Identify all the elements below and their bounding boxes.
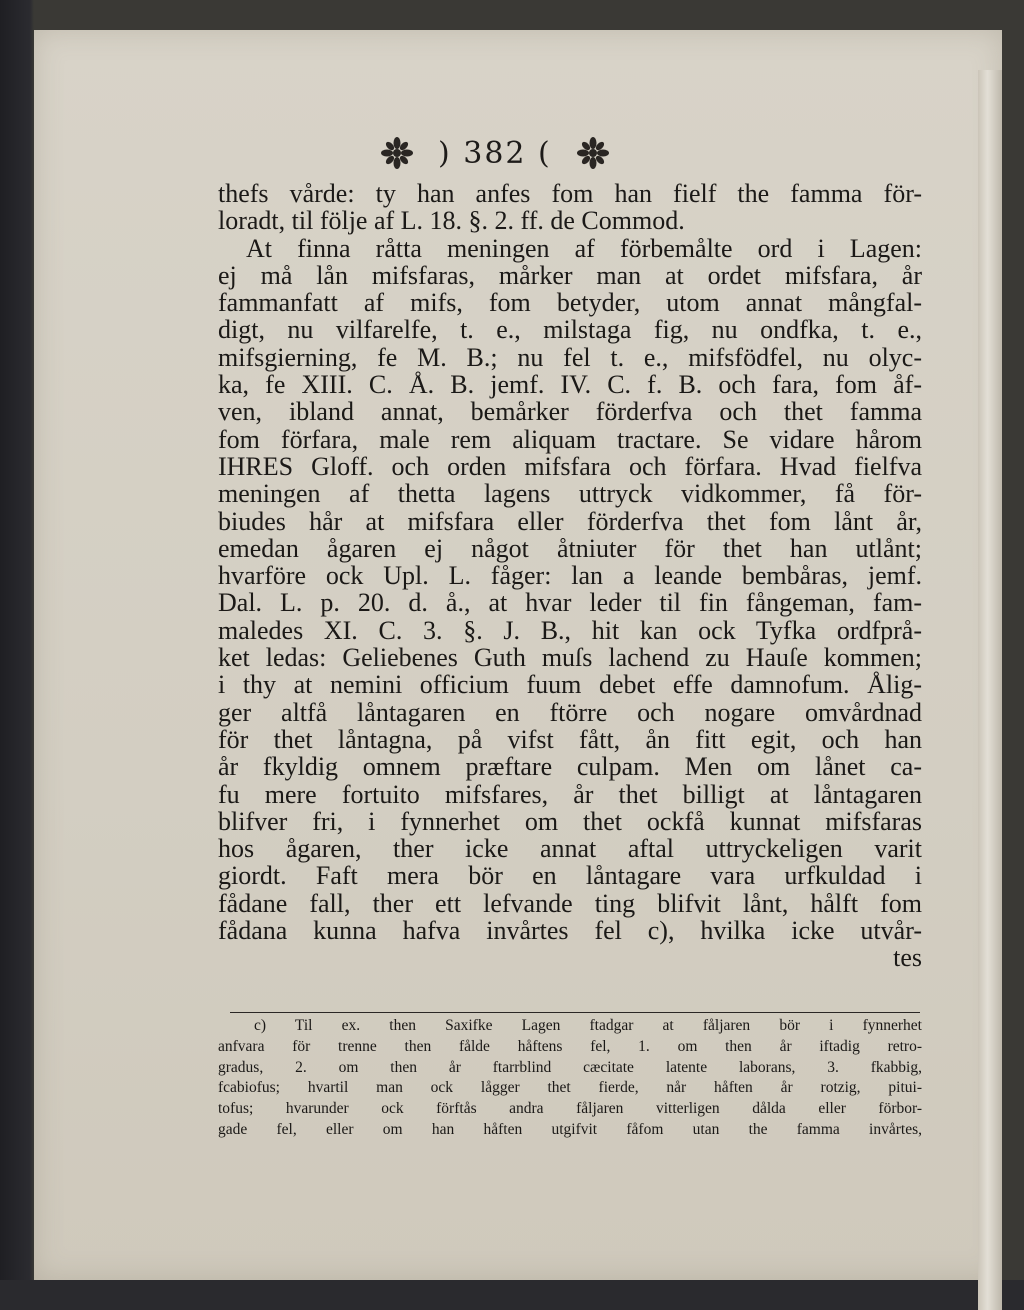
text-line: digt, nu vilfarelfe, t. e., milstaga fig, nu ondfka, t. e., xyxy=(218,315,922,345)
page-header xyxy=(380,128,740,178)
footnote xyxy=(218,1016,922,1141)
text-line: loradt, til följe af L. 18. §. 2. ff. de Commod. xyxy=(218,206,685,236)
text-line: fådane fall, ther ett lefvande ting blifvit lånt, hålft fom xyxy=(218,888,922,918)
footnote-line: gade fel, eller om han håften utgifvit fåfom utan the famma invårtes, xyxy=(218,1120,922,1138)
text-line: fom förfara, male rem aliquam tractare. Se vidare hårom xyxy=(218,424,922,454)
text-line: emedan ågaren ej något åtniuter för thet han utlånt; xyxy=(218,533,922,563)
page-edge xyxy=(978,70,1002,1310)
text-line: giordt. Faft mera bör en låntagare vara urfkuldad i xyxy=(218,861,922,891)
catchword: tes xyxy=(893,943,922,973)
text-line: hos ågaren, ther icke annat aftal uttryckeligen varit xyxy=(218,834,922,864)
footnote-line: anfvara för trenne then fålde håftens fel, 1. om then år iftadig retro- xyxy=(218,1037,922,1055)
text-line: hvarföre ock Upl. L. fåger: lan a leande bembåras, jemf. xyxy=(218,561,922,591)
text-line: ven, ibland annat, bemårker förderfva och thet famma xyxy=(218,397,922,427)
text-line: mifsgierning, fe M. B.; nu fel t. e., mifsfödfel, nu olyc- xyxy=(218,342,922,372)
text-line: fådana kunna hafva invårtes fel c), hvilka icke utvår- xyxy=(218,916,922,946)
footnote-line: gradus, 2. om then år ftarrblind cæcitate latente laborans, 3. fkabbig, xyxy=(218,1058,922,1076)
page-number: ) 382 ( xyxy=(438,135,552,171)
floral-ornament-icon xyxy=(576,136,610,170)
text-line: maledes XI. C. 3. §. J. B., hit kan ock Tyfka ordfprå- xyxy=(218,615,922,645)
text-line: ej må lån mifsfaras, mårker man at ordet mifsfara, år xyxy=(218,260,922,290)
text-line: ka, fe XIII. C. Å. B. jemf. IV. C. f. B. och fara, fom åf- xyxy=(218,370,922,400)
text-line: Dal. L. p. 20. d. å., at hvar leder til fin fångeman, fam- xyxy=(218,588,922,618)
text-line: meningen af thetta lagens uttryck vidkommer, få för- xyxy=(218,479,922,509)
floral-ornament-icon xyxy=(380,136,414,170)
footnote-line: tofus; hvarunder ock förftås andra fåljaren vitterligen dålda eller förbor- xyxy=(218,1100,922,1118)
body-text xyxy=(218,180,922,972)
text-line: At finna råtta meningen af förbemålte ord i Lagen: xyxy=(246,233,922,263)
text-line: i thy at nemini officium fuum debet effe damnofum. Ålig- xyxy=(218,670,922,700)
text-line: fammanfatt af mifs, fom betyder, utom annat mångfal- xyxy=(218,288,922,318)
footnote-line: fcabiofus; hvartil man ock lågger thet fierde, når håften år rotzig, pitui- xyxy=(218,1079,922,1097)
text-line: biudes hår at mifsfara eller förderfva thet fom lånt år, xyxy=(218,506,922,536)
text-line: för thet låntagna, på vifst fått, ån fitt egit, och han xyxy=(218,724,922,754)
text-line: IHRES Gloff. och orden mifsfara och förfara. Hvad fielfva xyxy=(218,451,922,481)
footnote-line: c) Til ex. then Saxifke Lagen ftadgar at fåljaren bör i fynnerhet xyxy=(254,1017,922,1034)
text-line: blifver fri, i fynnerhet om thet ockfå kunnat mifsfaras xyxy=(218,806,922,836)
footnote-rule xyxy=(230,1012,920,1013)
text-line: år fkyldig omnem præftare culpam. Men om lånet ca- xyxy=(218,752,922,782)
text-line: fu mere fortuito mifsfares, år thet billigt at låntagaren xyxy=(218,779,922,809)
text-line: ket ledas: Geliebenes Guth muſs lachend zu Hauſe kommen; xyxy=(218,643,922,673)
text-line: ger altfå låntagaren en ftörre och nogare omvårdnad xyxy=(218,697,922,727)
text-line: thefs vårde: ty han anfes fom han fielf the famma för- xyxy=(218,179,922,208)
